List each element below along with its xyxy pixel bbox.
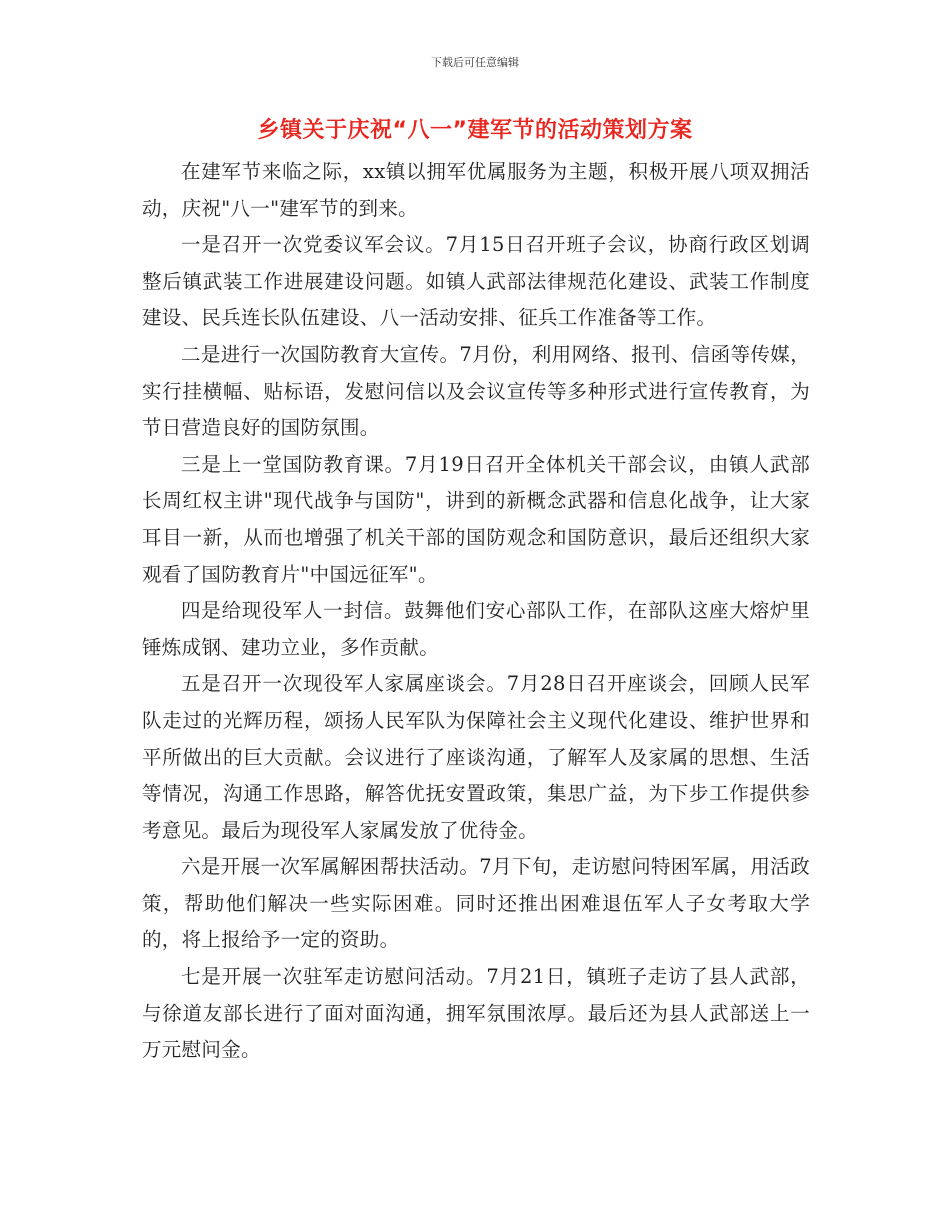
document-title: 乡镇关于庆祝“八一”建军节的活动策划方案 — [257, 118, 693, 143]
header-note: 下载后可任意编辑 — [431, 56, 519, 69]
paragraph-item-4: 四是给现役军人一封信。鼓舞他们安心部队工作，在部队这座大熔炉里锤炼成钢、建功立业，多作贡献。 — [142, 599, 810, 659]
paragraph-item-7: 七是开展一次驻军走访慰问活动。7月21日，镇班子走访了县人武部，与徐道友部长进行了面对面沟通，拥军氛围浓厚。最后还为县人武部送上一万元慰问金。 — [142, 965, 810, 1062]
paragraph-item-6: 六是开展一次军属解困帮扶活动。7月下旬，走访慰问特困军属，用活政策，帮助他们解决一些实际困难。同时还推出困难退伍军人子女考取大学的，将上报给予一定的资助。 — [142, 855, 810, 952]
paragraph-item-1: 一是召开一次党委议军会议。7月15日召开班子会议，协商行政区划调整后镇武装工作进展建设问题。如镇人武部法律规范化建设、武装工作制度建设、民兵连长队伍建设、八一活动安排、征兵工作准备等工作。 — [142, 233, 810, 330]
document-body — [142, 154, 810, 1069]
paragraph-item-3: 三是上一堂国防教育课。7月19日召开全体机关干部会议，由镇人武部长周红权主讲"现代战争与国防"，讲到的新概念武器和信息化战争，让大家耳目一新，从而也增强了机关干部的国防观念和国防意识，最后还组织大家观看了国防教育片"中国远征军"。 — [142, 452, 810, 586]
paragraph-item-5: 五是召开一次现役军人家属座谈会。7月28日召开座谈会，回顾人民军队走过的光辉历程，颂扬人民军队为保障社会主义现代化建设、维护世界和平所做出的巨大贡献。会议进行了座谈沟通，了解军人及家属的思想、生活等情况，沟通工作思路，解答优抚安置政策，集思广益，为下步工作提供参考意见。最后为现役军人家属发放了优待金。 — [142, 672, 810, 842]
paragraph-item-2: 二是进行一次国防教育大宣传。7月份，利用网络、报刊、信函等传媒，实行挂横幅、贴标语，发慰问信以及会议宣传等多种形式进行宣传教育，为节日营造良好的国防氛围。 — [142, 342, 810, 440]
paragraph-intro: 在建军节来临之际，xx镇以拥军优属服务为主题，积极开展八项双拥活动，庆祝"八一"建军节的到来。 — [142, 160, 810, 220]
